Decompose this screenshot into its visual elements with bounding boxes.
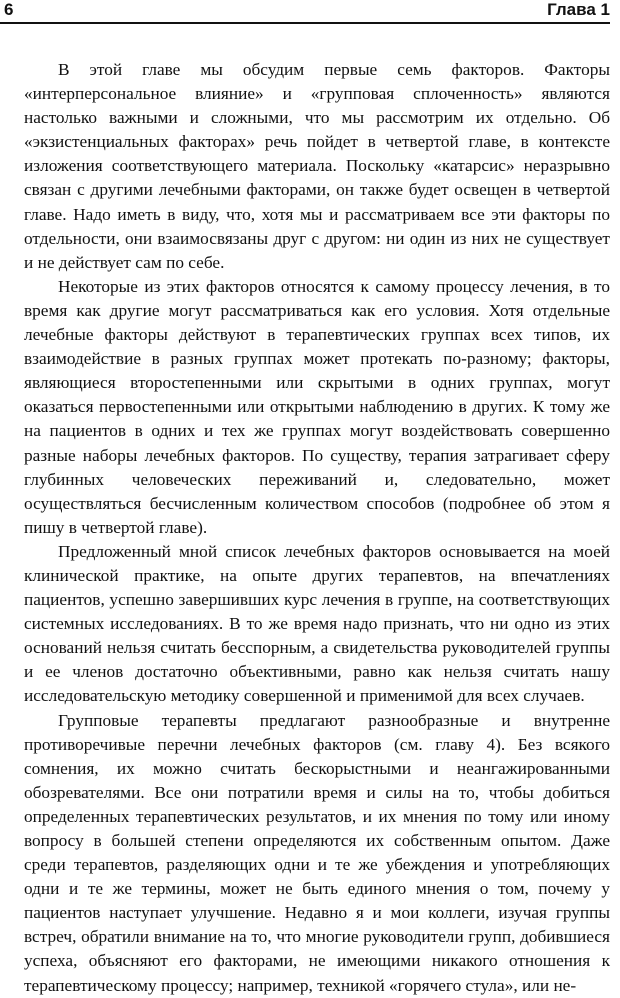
body-text — [24, 58, 610, 998]
paragraph-3: Предложенный мной список лечебных факторов основывается на моей клинической практике, на опыте других терапевтов, на впечатлениях пациентов, успешно завершивших курс лечения в группе, на соответствующих системных исследованиях. В то же время надо признать, что ни одно из этих оснований нельзя считать бесспорным, а свидетельства руководителей группы и ее членов достаточно объективными, равно как нельзя считать нашу исследовательскую методику совершенной и применимой для всех случаев. — [24, 541, 610, 706]
paragraph-1: В этой главе мы обсудим первые семь факторов. Факторы «интерперсональное влияние» и «групповая сплоченность» являются настолько важными и сложными, что мы рассмотрим их отдельно. Об «экзистенциальных факторах» речь пойдет в четвертой главе, в контексте изложения соответствующего материала. Поскольку «катарсис» неразрывно связан с другими лечебными факторами, он также будет освещен в четвертой главе. Надо иметь в виду, что, хотя мы и рассматриваем все эти факторы по отдельности, они взаимосвязаны друг с другом: ни один из них не существует и не действует сам по себе. — [24, 60, 610, 272]
header-rule — [0, 22, 610, 24]
paragraph-4: Групповые терапевты предлагают разнообразные и внутренне противоречивые перечни лечебных факторов (см. главу 4). Без всякого сомнения, их можно считать бескорыстными и неангажированными обозревателями. Все они потратили время и силы на то, чтобы добиться определенных терапевтических результатов, и их мнения по тому или иному вопросу в большей степени определяются их собственным опытом. Даже среди терапевтов, разделяющих одни и те же убеждения и употребляющих одни и те же термины, может не быть единого мнения о том, почему у пациентов наступает улучшение. Недавно я и мои коллеги, изучая группы встреч, обратили внимание на то, что многие руководители групп, добившиеся успеха, объясняют его факторами, не имеющими никакого отношения к терапевтическому процессу; например, техникой «горячего стула», или не- — [24, 710, 610, 995]
chapter-title: Глава 1 — [547, 0, 610, 19]
paragraph-2: Некоторые из этих факторов относятся к самому процессу лечения, в то время как другие могут рассматриваться как его условия. Хотя отдельные лечебные факторы действуют в терапевтических группах всех типов, их взаимодействие в разных группах может протекать по-разному; факторы, являющиеся второстепенными или скрытыми в одних группах, могут оказаться первостепенными или открытыми наблюдению в других. К тому же на пациентов в одних и тех же группах могут воздействовать совершенно разные наборы лечебных факторов. По существу, терапия затрагивает сферу глубинных человеческих переживаний и, следовательно, может осуществляться бесчисленным количеством способов (подробнее об этом я пишу в четвертой главе). — [24, 276, 610, 537]
running-header — [4, 0, 610, 22]
page-number: 6 — [4, 0, 14, 19]
